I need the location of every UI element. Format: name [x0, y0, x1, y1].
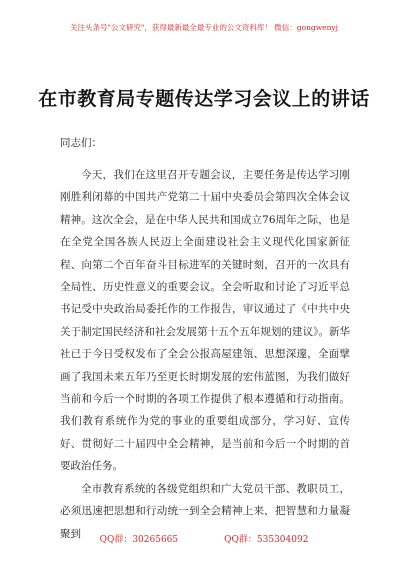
qq-group-2: QQ群：535304092 — [224, 535, 309, 545]
header-notice: 关注头条号"公文研究"，获得最新最全最专业的公文资料库！ 微信：gongwenyj — [70, 23, 338, 32]
footer-contact — [0, 532, 408, 545]
qq-group-1: QQ群：30265665 — [99, 535, 179, 545]
body-paragraph: 今天，我们在这里召开专题会议，主要任务是传达学习刚刚胜利闭幕的中国共产党第二十届中央委员会第四次全体会议精神。这次全会，是在中华人民共和国成立76周年之际，也是在全党全国各族人民迈上全面建设社会主义现代化国家新征程、向第二个百年奋斗目标进军的关键时刻，召开的一次具有全局性、历史性意义的重要会议。全会听取和讨论了习近平总书记受中央政治局委托作的工作报告，审议通过了《中共中央关于制定国民经济和社会发展第十五个五年规划的建议》。新华社已于今日受权发布了全会公报高屋建瓴、思想深邃，全面擘画了我国未来五年乃至更长时期发展的宏伟蓝图，为我们做好当前和今后一个时期的各项工作提供了根本遵循和行动指南。我们教育系统作为党的事业的重要组成部分，学习好、宣传好、贯彻好二十届四中全会精神，是当前和今后一个时期的首要政治任务。 — [60, 169, 350, 473]
salutation: 同志们： — [60, 137, 102, 149]
document-body — [60, 164, 350, 545]
document-title: 在市教育局专题传达学习会议上的讲话 — [38, 88, 370, 110]
body-paragraph: 全市教育系统的各级党组织和广大党员干部、教职员工，必须迅速把思想和行动统一到全会精神上来，把智慧和力量凝聚到 — [60, 482, 350, 540]
